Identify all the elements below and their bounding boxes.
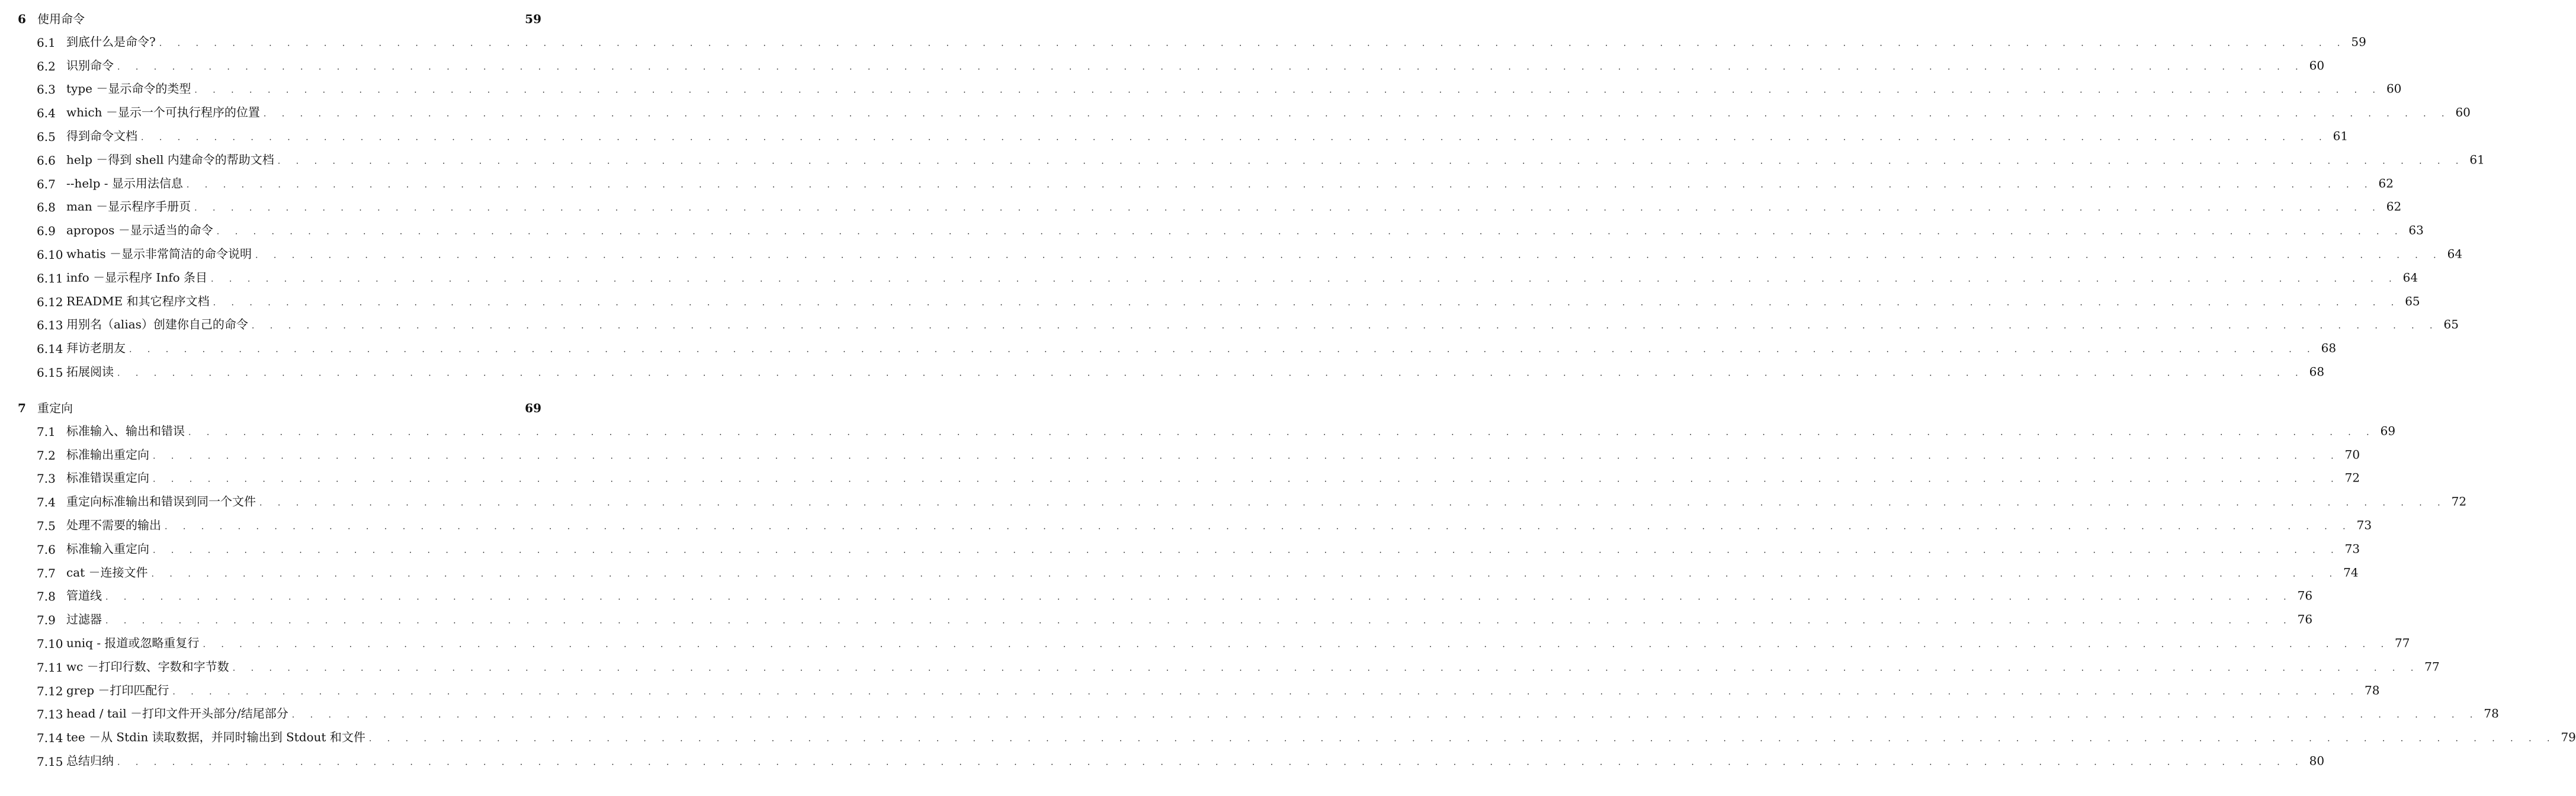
section-page-number: 72 xyxy=(2451,494,2467,509)
section-page-number: 62 xyxy=(2378,176,2394,191)
toc-entry[interactable] xyxy=(0,538,2360,561)
section-line xyxy=(66,753,2325,770)
toc-entry[interactable] xyxy=(0,314,2459,338)
section-line xyxy=(66,565,2359,581)
section-number: 6.13 xyxy=(37,318,63,333)
section-number: 7.9 xyxy=(37,613,56,628)
section-page-number: 72 xyxy=(2344,470,2360,485)
section-title: wc －打印行数、字数和字节数 xyxy=(66,659,229,674)
toc-entry[interactable] xyxy=(0,679,2380,703)
section-number: 7.1 xyxy=(37,424,56,439)
section-number: 7.4 xyxy=(37,495,56,510)
section-line xyxy=(66,541,2360,557)
section-line xyxy=(66,706,2499,723)
dot-leader: . . . . . . . . . . . . . . . . . . . . . . . . . . . . . . . . . . . . . . . . . . . . . . . . . . . . . . . . . . . . . . . . . . . . . . . . . . . . . . . . . . . . . . . . . . . . . . . . . . . . . . . . . . . . . . . . . . . . . . . . xyxy=(259,498,2447,508)
section-number: 7.14 xyxy=(37,731,63,746)
section-page-number: 70 xyxy=(2344,447,2360,462)
section-page-number: 78 xyxy=(2484,706,2499,721)
chapter-page-number: 59 xyxy=(525,12,541,26)
section-line xyxy=(66,612,2313,628)
section-page-number: 80 xyxy=(2309,753,2325,768)
toc-entry[interactable] xyxy=(0,243,2463,267)
section-title: apropos －显示适当的命令 xyxy=(66,223,213,237)
toc-entry[interactable] xyxy=(0,54,2325,78)
section-page-number: 76 xyxy=(2297,612,2313,627)
section-page-number: 60 xyxy=(2309,58,2325,73)
section-line xyxy=(66,246,2463,263)
chapter-title: 使用命令 xyxy=(37,12,85,26)
section-title: README 和其它程序文档 xyxy=(66,294,210,309)
section-title: 到底什么是命令? xyxy=(66,34,156,49)
toc-entry[interactable] xyxy=(0,490,2467,514)
section-number: 7.12 xyxy=(37,683,63,698)
dot-leader: . . . . . . . . . . . . . . . . . . . . . . . . . . . . . . . . . . . . . . . . . . . . . . . . . . . . . . . . . . . . . . . . . . . . . . . . . . . . . . . . . . . . . . . . . . . . . . . . . . . . . . . . . . . . . . . . . . . . . . . . xyxy=(105,592,2293,602)
section-title: 处理不需要的输出 xyxy=(66,518,161,532)
section-page-number: 77 xyxy=(2395,635,2410,650)
section-page-number: 64 xyxy=(2402,270,2418,285)
toc-entry[interactable] xyxy=(0,290,2420,314)
toc-entry[interactable] xyxy=(0,726,2576,750)
section-title: help －得到 shell 内建命令的帮助文档 xyxy=(66,152,274,167)
section-page-number: 79 xyxy=(2561,730,2576,744)
chapter-block xyxy=(0,7,2485,384)
toc-entry[interactable] xyxy=(0,149,2485,172)
dot-leader: . . . . . . . . . . . . . . . . . . . . . . . . . . . . . . . . . . . . . . . . . . . . . . . . . . . . . . . . . . . . . . . . . . . . . . . . . . . . . . . . . . . . . . . . . . . . . . . . . . . . . . . . . . . . . . . . . . . . . . . . xyxy=(159,38,2347,49)
section-number: 6.6 xyxy=(37,153,56,168)
dot-leader: . . . . . . . . . . . . . . . . . . . . . . . . . . . . . . . . . . . . . . . . . . . . . . . . . . . . . . . . . . . . . . . . . . . . . . . . . . . . . . . . . . . . . . . . . . . . . . . . . . . . . . . . . . . . . . . . . . . . . . . . xyxy=(277,156,2465,166)
section-page-number: 78 xyxy=(2364,683,2380,698)
section-title: 标准错误重定向 xyxy=(66,470,149,485)
section-title: 过滤器 xyxy=(66,612,102,627)
section-number: 7.15 xyxy=(37,755,63,769)
section-number: 6.2 xyxy=(37,59,56,73)
toc-entry[interactable] xyxy=(0,172,2394,196)
dot-leader: . . . . . . . . . . . . . . . . . . . . . . . . . . . . . . . . . . . . . . . . . . . . . . . . . . . . . . . . . . . . . . . . . . . . . . . . . . . . . . . . . . . . . . . . . . . . . . . . . . . . . . . . . . . . . . . . . . . . . . . . xyxy=(255,251,2443,261)
section-title: 拜访老朋友 xyxy=(66,341,126,355)
section-line xyxy=(66,364,2325,381)
dot-leader: . . . . . . . . . . . . . . . . . . . . . . . . . . . . . . . . . . . . . . . . . . . . . . . . . . . . . . . . . . . . . . . . . . . . . . . . . . . . . . . . . . . . . . . . . . . . . . . . . . . . . . . . . . . . . . . . . . . . . . . . xyxy=(188,428,2376,438)
section-number: 6.1 xyxy=(37,35,56,50)
section-line xyxy=(66,659,2440,675)
section-page-number: 61 xyxy=(2469,152,2485,167)
toc-entry[interactable] xyxy=(0,420,2396,444)
dot-leader: . . . . . . . . . . . . . . . . . . . . . . . . . . . . . . . . . . . . . . . . . . . . . . . . . . . . . . . . . . . . . . . . . . . . . . . . . . . . . . . . . . . . . . . . . . . . . . . . . . . . . . . . . . . . . . . . . . . . . . . . xyxy=(172,687,2360,697)
dot-leader: . . . . . . . . . . . . . . . . . . . . . . . . . . . . . . . . . . . . . . . . . . . . . . . . . . . . . . . . . . . . . . . . . . . . . . . . . . . . . . . . . . . . . . . . . . . . . . . . . . . . . . . . . . . . . . . . . . . . . . . . xyxy=(117,758,2305,768)
section-title: 拓展阅读 xyxy=(66,364,114,379)
toc-entry[interactable] xyxy=(0,585,2313,609)
section-title: 管道线 xyxy=(66,588,102,603)
section-title: 总结归纳 xyxy=(66,753,114,768)
section-title: 标准输入、输出和错误 xyxy=(66,423,185,438)
dot-leader: . . . . . . . . . . . . . . . . . . . . . . . . . . . . . . . . . . . . . . . . . . . . . . . . . . . . . . . . . . . . . . . . . . . . . . . . . . . . . . . . . . . . . . . . . . . . . . . . . . . . . . . . . . . . . . . . . . . . . . . . xyxy=(165,522,2352,532)
section-line xyxy=(66,105,2471,121)
section-page-number: 65 xyxy=(2443,317,2459,332)
section-page-number: 60 xyxy=(2455,105,2471,120)
chapter-title: 重定向 xyxy=(37,400,73,415)
dot-leader: . . . . . . . . . . . . . . . . . . . . . . . . . . . . . . . . . . . . . . . . . . . . . . . . . . . . . . . . . . . . . . . . . . . . . . . . . . . . . . . . . . . . . . . . . . . . . . . . . . . . . . . . . . . . . . . . . . . . . . . . xyxy=(213,298,2401,308)
dot-leader: . . . . . . . . . . . . . . . . . . . . . . . . . . . . . . . . . . . . . . . . . . . . . . . . . . . . . . . . . . . . . . . . . . . . . . . . . . . . . . . . . . . . . . . . . . . . . . . . . . . . . . . . . . . . . . . . . . . . . . . . xyxy=(153,451,2340,461)
section-page-number: 60 xyxy=(2386,81,2402,96)
section-line xyxy=(66,518,2372,534)
dot-leader: . . . . . . . . . . . . . . . . . . . . . . . . . . . . . . . . . . . . . . . . . . . . . . . . . . . . . . . . . . . . . . . . . . . . . . . . . . . . . . . . . . . . . . . . . . . . . . . . . . . . . . . . . . . . . . . . . . . . . . . . xyxy=(141,133,2328,143)
toc-entry[interactable] xyxy=(0,219,2424,243)
section-number: 6.8 xyxy=(37,200,56,215)
toc-entry[interactable] xyxy=(0,101,2471,125)
chapter-number: 7 xyxy=(18,400,26,415)
dot-leader: . . . . . . . . . . . . . . . . . . . . . . . . . . . . . . . . . . . . . . . . . . . . . . . . . . . . . . . . . . . . . . . . . . . . . . . . . . . . . . . . . . . . . . . . . . . . . . . . . . . . . . . . . . . . . . . . . . . . . . . . xyxy=(194,203,2382,213)
section-number: 7.13 xyxy=(37,707,63,722)
section-page-number: 73 xyxy=(2356,518,2372,532)
section-line xyxy=(66,81,2402,98)
toc-entry[interactable] xyxy=(0,656,2440,679)
section-number: 7.8 xyxy=(37,589,56,604)
section-number: 7.11 xyxy=(37,660,63,675)
section-title: grep －打印匹配行 xyxy=(66,683,169,698)
toc-entry[interactable] xyxy=(0,444,2360,467)
section-page-number: 65 xyxy=(2405,294,2420,309)
toc-entry[interactable] xyxy=(0,632,2410,656)
dot-leader: . . . . . . . . . . . . . . . . . . . . . . . . . . . . . . . . . . . . . . . . . . . . . . . . . . . . . . . . . . . . . . . . . . . . . . . . . . . . . . . . . . . . . . . . . . . . . . . . . . . . . . . . . . . . . . . . . . . . . . . . xyxy=(251,321,2439,331)
dot-leader: . . . . . . . . . . . . . . . . . . . . . . . . . . . . . . . . . . . . . . . . . . . . . . . . . . . . . . . . . . . . . . . . . . . . . . . . . . . . . . . . . . . . . . . . . . . . . . . . . . . . . . . . . . . . . . . . . . . . . . . . xyxy=(211,274,2398,284)
section-line xyxy=(66,58,2325,74)
dot-leader: . . . . . . . . . . . . . . . . . . . . . . . . . . . . . . . . . . . . . . . . . . . . . . . . . . . . . . . . . . . . . . . . . . . . . . . . . . . . . . . . . . . . . . . . . . . . . . . . . . . . . . . . . . . . . . . . . . . . . . . . xyxy=(368,734,2556,744)
section-line xyxy=(66,199,2402,216)
section-number: 7.2 xyxy=(37,448,56,463)
section-number: 7.5 xyxy=(37,519,56,534)
section-number: 6.9 xyxy=(37,224,56,239)
section-number: 6.4 xyxy=(37,106,56,121)
section-title: 识别命令 xyxy=(66,58,114,73)
section-page-number: 69 xyxy=(2380,423,2396,438)
section-title: 重定向标准输出和错误到同一个文件 xyxy=(66,494,256,509)
section-title: 标准输入重定向 xyxy=(66,541,149,556)
section-title: which －显示一个可执行程序的位置 xyxy=(66,105,260,120)
section-number: 6.5 xyxy=(37,130,56,145)
toc-entry[interactable] xyxy=(0,467,2360,491)
section-page-number: 59 xyxy=(2351,34,2366,49)
toc-entry[interactable] xyxy=(0,703,2499,727)
section-line xyxy=(66,470,2360,487)
chapter-number: 6 xyxy=(18,12,26,26)
section-line xyxy=(66,270,2418,286)
dot-leader: . . . . . . . . . . . . . . . . . . . . . . . . . . . . . . . . . . . . . . . . . . . . . . . . . . . . . . . . . . . . . . . . . . . . . . . . . . . . . . . . . . . . . . . . . . . . . . . . . . . . . . . . . . . . . . . . . . . . . . . . xyxy=(105,616,2293,626)
section-page-number: 63 xyxy=(2408,223,2424,237)
section-number: 6.3 xyxy=(37,82,56,97)
section-number: 7.7 xyxy=(37,566,56,580)
dot-leader: . . . . . . . . . . . . . . . . . . . . . . . . . . . . . . . . . . . . . . . . . . . . . . . . . . . . . . . . . . . . . . . . . . . . . . . . . . . . . . . . . . . . . . . . . . . . . . . . . . . . . . . . . . . . . . . . . . . . . . . . xyxy=(117,368,2305,378)
section-number: 6.14 xyxy=(37,342,63,357)
toc-entry[interactable] xyxy=(0,78,2402,102)
dot-leader: . . . . . . . . . . . . . . . . . . . . . . . . . . . . . . . . . . . . . . . . . . . . . . . . . . . . . . . . . . . . . . . . . . . . . . . . . . . . . . . . . . . . . . . . . . . . . . . . . . . . . . . . . . . . . . . . . . . . . . . . xyxy=(203,640,2391,650)
section-title: tee －从 Stdin 读取数据，并同时输出到 Stdout 和文件 xyxy=(66,730,365,744)
dot-leader: . . . . . . . . . . . . . . . . . . . . . . . . . . . . . . . . . . . . . . . . . . . . . . . . . . . . . . . . . . . . . . . . . . . . . . . . . . . . . . . . . . . . . . . . . . . . . . . . . . . . . . . . . . . . . . . . . . . . . . . . xyxy=(216,227,2404,237)
section-number: 6.11 xyxy=(37,271,63,285)
section-line xyxy=(66,223,2424,239)
toc-entry[interactable] xyxy=(0,31,2366,54)
section-title: --help - 显示用法信息 xyxy=(66,176,183,191)
section-page-number: 64 xyxy=(2447,246,2463,261)
chapter-heading[interactable] xyxy=(0,396,565,420)
section-title: man －显示程序手册页 xyxy=(66,199,191,214)
chapter-block xyxy=(0,396,2576,773)
section-page-number: 61 xyxy=(2333,129,2349,143)
section-title: 用别名（alias）创建你自己的命令 xyxy=(66,317,248,332)
section-number: 6.12 xyxy=(37,294,63,309)
section-line xyxy=(66,317,2459,333)
toc-entry[interactable] xyxy=(0,514,2372,538)
section-title: 标准输出重定向 xyxy=(66,447,149,462)
section-number: 6.7 xyxy=(37,176,56,191)
section-line xyxy=(66,294,2420,310)
section-line xyxy=(66,730,2576,746)
section-number: 6.10 xyxy=(37,248,63,262)
dot-leader: . . . . . . . . . . . . . . . . . . . . . . . . . . . . . . . . . . . . . . . . . . . . . . . . . . . . . . . . . . . . . . . . . . . . . . . . . . . . . . . . . . . . . . . . . . . . . . . . . . . . . . . . . . . . . . . . . . . . . . . . xyxy=(117,62,2305,72)
toc-entry[interactable] xyxy=(0,608,2313,632)
section-line xyxy=(66,341,2337,357)
section-title: head / tail －打印文件开头部分/结尾部分 xyxy=(66,706,288,721)
toc-entry[interactable] xyxy=(0,196,2402,220)
dot-leader: . . . . . . . . . . . . . . . . . . . . . . . . . . . . . . . . . . . . . . . . . . . . . . . . . . . . . . . . . . . . . . . . . . . . . . . . . . . . . . . . . . . . . . . . . . . . . . . . . . . . . . . . . . . . . . . . . . . . . . . . xyxy=(129,345,2317,355)
section-line xyxy=(66,588,2313,605)
toc-entry[interactable] xyxy=(0,750,2325,773)
toc-entry[interactable] xyxy=(0,561,2359,585)
section-title: type －显示命令的类型 xyxy=(66,81,191,96)
section-line xyxy=(66,34,2366,50)
section-line xyxy=(66,423,2396,439)
section-line xyxy=(66,176,2394,192)
section-page-number: 76 xyxy=(2297,588,2313,603)
section-line xyxy=(66,152,2485,168)
dot-leader: . . . . . . . . . . . . . . . . . . . . . . . . . . . . . . . . . . . . . . . . . . . . . . . . . . . . . . . . . . . . . . . . . . . . . . . . . . . . . . . . . . . . . . . . . . . . . . . . . . . . . . . . . . . . . . . . . . . . . . . . xyxy=(151,569,2339,579)
toc-entry[interactable] xyxy=(0,125,2349,149)
toc-entry[interactable] xyxy=(0,361,2325,384)
dot-leader: . . . . . . . . . . . . . . . . . . . . . . . . . . . . . . . . . . . . . . . . . . . . . . . . . . . . . . . . . . . . . . . . . . . . . . . . . . . . . . . . . . . . . . . . . . . . . . . . . . . . . . . . . . . . . . . . . . . . . . . . xyxy=(153,474,2340,484)
section-line xyxy=(66,635,2410,652)
dot-leader: . . . . . . . . . . . . . . . . . . . . . . . . . . . . . . . . . . . . . . . . . . . . . . . . . . . . . . . . . . . . . . . . . . . . . . . . . . . . . . . . . . . . . . . . . . . . . . . . . . . . . . . . . . . . . . . . . . . . . . . . xyxy=(153,545,2340,556)
section-title: cat －连接文件 xyxy=(66,565,148,580)
section-page-number: 62 xyxy=(2386,199,2402,214)
section-page-number: 74 xyxy=(2343,565,2359,580)
dot-leader: . . . . . . . . . . . . . . . . . . . . . . . . . . . . . . . . . . . . . . . . . . . . . . . . . . . . . . . . . . . . . . . . . . . . . . . . . . . . . . . . . . . . . . . . . . . . . . . . . . . . . . . . . . . . . . . . . . . . . . . . xyxy=(263,109,2451,119)
section-title: 得到命令文档 xyxy=(66,129,137,143)
section-number: 7.10 xyxy=(37,637,63,651)
toc-entry[interactable] xyxy=(0,267,2418,290)
section-line xyxy=(66,494,2467,511)
section-number: 7.6 xyxy=(37,542,56,557)
section-page-number: 77 xyxy=(2424,659,2440,674)
section-line xyxy=(66,129,2349,145)
section-number: 6.15 xyxy=(37,365,63,380)
section-page-number: 68 xyxy=(2309,364,2325,379)
section-line xyxy=(66,447,2360,463)
chapter-page-number: 69 xyxy=(525,400,541,415)
dot-leader: . . . . . . . . . . . . . . . . . . . . . . . . . . . . . . . . . . . . . . . . . . . . . . . . . . . . . . . . . . . . . . . . . . . . . . . . . . . . . . . . . . . . . . . . . . . . . . . . . . . . . . . . . . . . . . . . . . . . . . . . xyxy=(194,85,2382,95)
dot-leader: . . . . . . . . . . . . . . . . . . . . . . . . . . . . . . . . . . . . . . . . . . . . . . . . . . . . . . . . . . . . . . . . . . . . . . . . . . . . . . . . . . . . . . . . . . . . . . . . . . . . . . . . . . . . . . . . . . . . . . . . xyxy=(186,180,2374,190)
section-title: info －显示程序 Info 条目 xyxy=(66,270,208,285)
section-number: 7.3 xyxy=(37,471,56,486)
section-title: whatis －显示非常简洁的命令说明 xyxy=(66,246,252,261)
section-line xyxy=(66,683,2380,699)
dot-leader: . . . . . . . . . . . . . . . . . . . . . . . . . . . . . . . . . . . . . . . . . . . . . . . . . . . . . . . . . . . . . . . . . . . . . . . . . . . . . . . . . . . . . . . . . . . . . . . . . . . . . . . . . . . . . . . . . . . . . . . . xyxy=(232,663,2420,673)
chapter-heading[interactable] xyxy=(0,7,565,31)
section-page-number: 73 xyxy=(2344,541,2360,556)
toc-entry[interactable] xyxy=(0,337,2337,361)
section-title: uniq - 报道或忽略重复行 xyxy=(66,635,200,650)
section-page-number: 68 xyxy=(2321,341,2337,355)
dot-leader: . . . . . . . . . . . . . . . . . . . . . . . . . . . . . . . . . . . . . . . . . . . . . . . . . . . . . . . . . . . . . . . . . . . . . . . . . . . . . . . . . . . . . . . . . . . . . . . . . . . . . . . . . . . . . . . . . . . . . . . . xyxy=(291,710,2479,720)
